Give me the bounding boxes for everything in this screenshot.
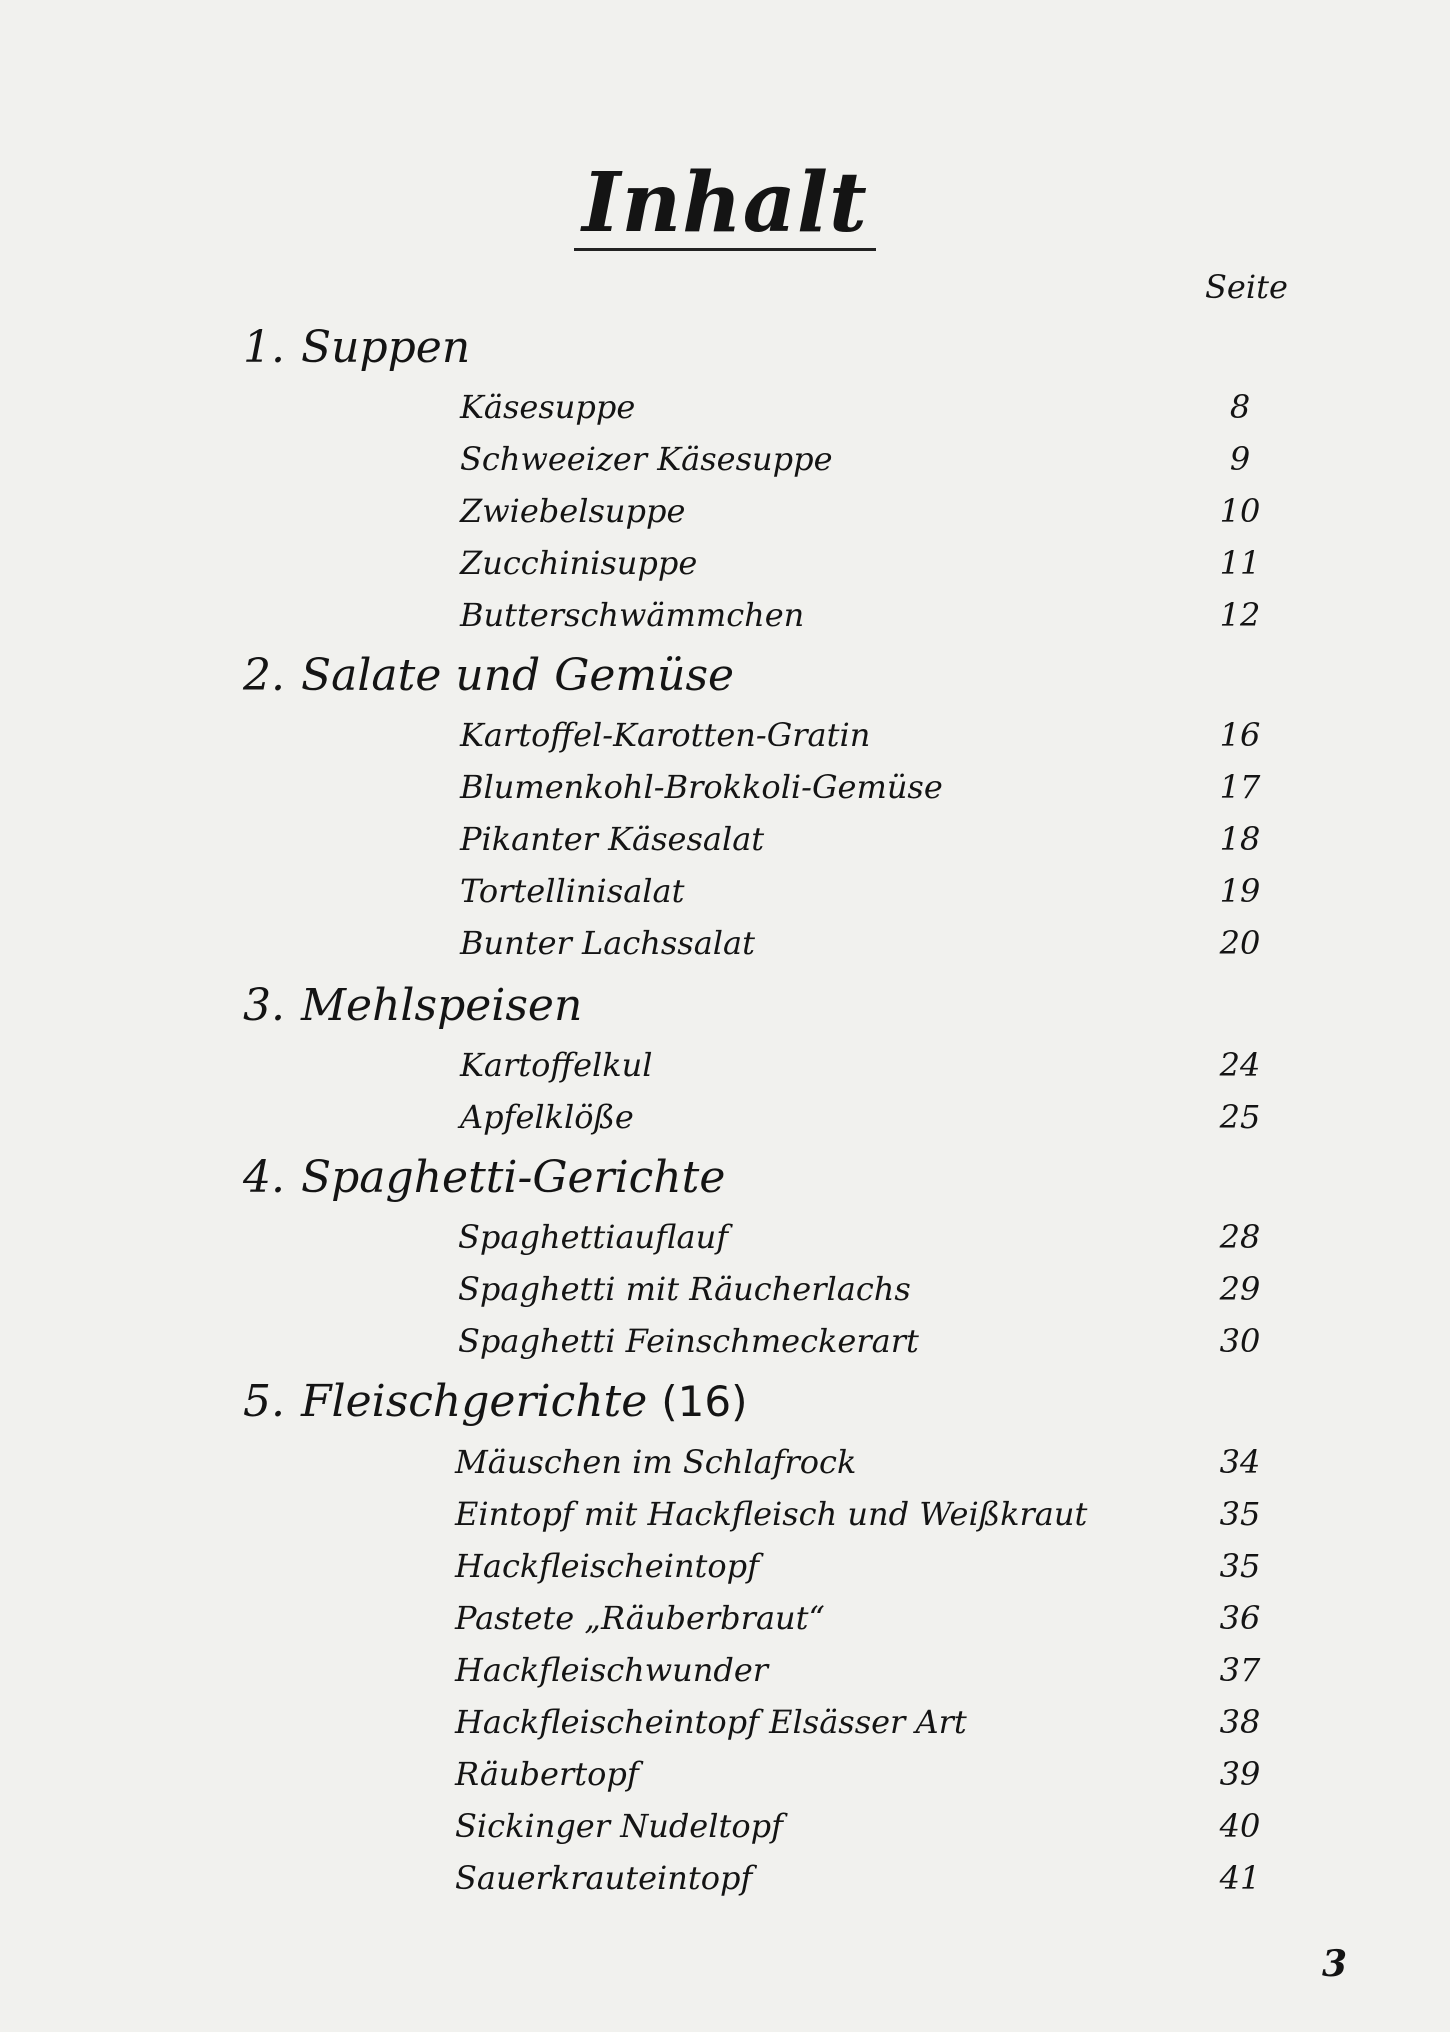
toc-entry: Hackfleischwunder: [455, 1651, 769, 1689]
toc-entry: Mäuschen im Schlafrock: [455, 1443, 857, 1481]
toc-entry: Zwiebelsuppe: [460, 492, 686, 530]
section-heading: [243, 1152, 725, 1203]
section-heading: [243, 980, 582, 1031]
toc-entry: Käsesuppe: [460, 388, 636, 426]
section-title: Suppen: [300, 322, 471, 373]
page-title: Inhalt: [0, 155, 1450, 251]
toc-page-number: 41: [1219, 1859, 1261, 1897]
toc-page-number: 38: [1219, 1703, 1261, 1741]
toc-entry: Spaghettiauflauf: [458, 1218, 729, 1256]
section-number: 2.: [243, 650, 285, 701]
toc-page-number: 20: [1219, 924, 1261, 962]
toc-entry: Bunter Lachssalat: [460, 924, 755, 962]
toc-entry: Pastete „Räuberbraut“: [455, 1599, 825, 1637]
section-title: Fleischgerichte: [300, 1376, 648, 1427]
toc-entry: Butterschwämmchen: [460, 596, 805, 634]
toc-entry: Eintopf mit Hackfleisch und Weißkraut: [455, 1495, 1088, 1533]
section-number: 3.: [243, 980, 285, 1031]
section-number: 1.: [243, 322, 285, 373]
section-number: 5.: [243, 1376, 285, 1427]
toc-page-number: 17: [1219, 768, 1261, 806]
toc-page-number: 8: [1229, 388, 1251, 426]
toc-entry: Kartoffelkul: [460, 1046, 653, 1084]
toc-page-number: 9: [1229, 440, 1251, 478]
toc-page-number: 10: [1219, 492, 1261, 530]
toc-entry: Zucchinisuppe: [460, 544, 698, 582]
toc-page-number: 29: [1219, 1270, 1261, 1308]
toc-page-number: 40: [1219, 1807, 1261, 1845]
page-number: 3: [1322, 1943, 1348, 1985]
page-column-header: Seite: [1205, 268, 1288, 306]
toc-page-number: 11: [1219, 544, 1261, 582]
toc-entry: Schweeizer Käsesuppe: [460, 440, 833, 478]
toc-page-number: 25: [1219, 1098, 1261, 1136]
toc-page-number: 34: [1219, 1443, 1261, 1481]
handwritten-note: (16): [661, 1377, 748, 1426]
toc-page-number: 37: [1219, 1651, 1261, 1689]
toc-entry: Tortellinisalat: [460, 872, 685, 910]
toc-entry: Hackfleischeintopf: [455, 1547, 759, 1585]
toc-entry: Kartoffel-Karotten-Gratin: [460, 716, 871, 754]
toc-entry: Sauerkrauteintopf: [455, 1859, 753, 1897]
toc-page-number: 19: [1219, 872, 1261, 910]
section-title: Spaghetti-Gerichte: [300, 1152, 726, 1203]
toc-page-number: 35: [1219, 1495, 1261, 1533]
toc-page-number: 39: [1219, 1755, 1261, 1793]
toc-entry: Spaghetti mit Räucherlachs: [458, 1270, 911, 1308]
section-heading: [243, 322, 470, 373]
toc-page-number: 16: [1219, 716, 1261, 754]
toc-entry: Hackfleischeintopf Elsässer Art: [455, 1703, 967, 1741]
toc-page-number: 35: [1219, 1547, 1261, 1585]
toc-page-number: 24: [1219, 1046, 1261, 1084]
toc-page-number: 28: [1219, 1218, 1261, 1256]
toc-entry: Sickinger Nudeltopf: [455, 1807, 783, 1845]
toc-page-number: 12: [1219, 596, 1261, 634]
section-title: Salate und Gemüse: [300, 650, 735, 701]
section-heading: [243, 1376, 748, 1427]
section-heading: [243, 650, 734, 701]
toc-page-number: 18: [1219, 820, 1261, 858]
toc-entry: Spaghetti Feinschmeckerart: [458, 1322, 919, 1360]
toc-page-number: 30: [1219, 1322, 1261, 1360]
toc-page-number: 36: [1219, 1599, 1261, 1637]
section-title: Mehlspeisen: [300, 980, 583, 1031]
toc-entry: Blumenkohl-Brokkoli-Gemüse: [460, 768, 943, 806]
toc-entry: Pikanter Käsesalat: [460, 820, 765, 858]
toc-entry: Apfelklöße: [460, 1098, 634, 1136]
toc-entry: Räubertopf: [455, 1755, 639, 1793]
section-number: 4.: [243, 1152, 285, 1203]
